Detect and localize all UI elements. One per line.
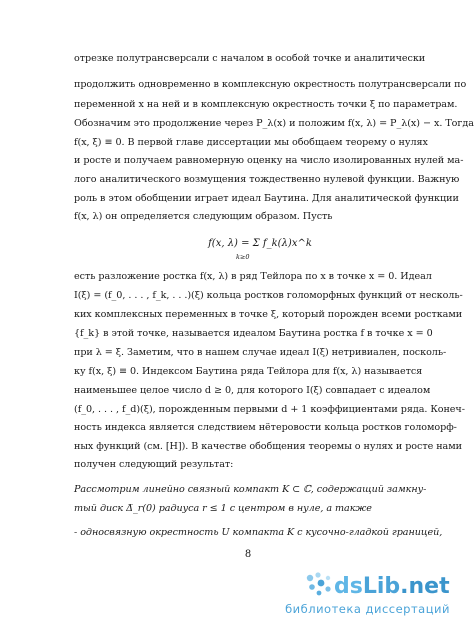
text-line: ких комплексных переменных в точке ξ, который порожден всеми ростками xyxy=(74,309,463,320)
text-line: {f_k} в этой точке, называется идеалом Баутина ростка f в точке x = 0 xyxy=(74,328,433,339)
dslib-logo-icon xyxy=(304,570,334,600)
theorem-line: тый диск Δ̅_r(0) радиуса r ≤ 1 с центром в нуле, а также xyxy=(74,503,372,514)
text-line: при λ = ξ. Заметим, что в нашем случае идеал I(ξ) нетривиален, посколь- xyxy=(74,347,447,358)
theorem-line: - односвязную окрестность U компакта K с кусочно-гладкой границей, xyxy=(74,527,443,538)
text-line: f(x, ξ) ≡ 0. В первой главе диссертации мы обобщаем теорему о нулях xyxy=(74,137,428,148)
page-number: 8 xyxy=(244,549,252,560)
text-line: наименьшее целое число d ≥ 0, для которого I(ξ) совпадает с идеалом xyxy=(74,385,431,396)
text-line: и росте и получаем равномерную оценку на число изолированных нулей ма- xyxy=(74,155,464,166)
text-line: Обозначим это продолжение через P_λ(x) и положим f(x, λ) = P_λ(x) − x. Тогда xyxy=(74,118,474,129)
text-line: ных функций (см. [H]). В качестве обобщения теоремы о нулях и росте нами xyxy=(74,441,462,452)
formula-subscript: k≥0 xyxy=(236,253,250,261)
dslib-subtitle: библиотека диссертаций xyxy=(285,602,450,616)
text-line: продолжить одновременно в комплексную окрестность полутрансверсали по xyxy=(74,79,467,90)
text-line: I(ξ) = (f_0, . . . , f_k, . . .)(ξ) кольца ростков голоморфных функций от несколь- xyxy=(74,290,463,301)
text-line: есть разложение ростка f(x, λ) в ряд Тейлора по x в точке x = 0. Идеал xyxy=(74,271,432,282)
dslib-logo-text: dsLib.net xyxy=(334,574,450,599)
taylor-formula: f(x, λ) = Σ f_k(λ)x^k xyxy=(208,238,312,249)
text-line: роль в этом обобщении играет идеал Баутина. Для аналитической функции xyxy=(74,193,459,204)
text-line: f(x, λ) он определяется следующим образом. Пусть xyxy=(74,211,333,222)
text-line: лого аналитического возмущения тождественно нулевой функции. Важную xyxy=(74,174,460,185)
text-line: переменной x на ней и в комплексную окрестность точки ξ по параметрам. xyxy=(74,99,458,110)
text-line: (f_0, . . . , f_d)(ξ), порожденным первыми d + 1 коэффициентами ряда. Конеч- xyxy=(74,404,465,415)
text-line: ку f(x, ξ) ≡ 0. Индексом Баутина ряда Тейлора для f(x, λ) называется xyxy=(74,366,423,377)
theorem-line: Рассмотрим линейно связный компакт K ⊂ ℂ, содержащий замкну- xyxy=(74,484,427,495)
text-line: ность индекса является следствием нётеровости кольца ростков голоморф- xyxy=(74,422,457,433)
text-line: отрезке полутрансверсали с началом в особой точке и аналитически xyxy=(74,53,426,64)
text-line: получен следующий результат: xyxy=(74,459,234,470)
dslib-watermark[interactable] xyxy=(282,570,450,619)
